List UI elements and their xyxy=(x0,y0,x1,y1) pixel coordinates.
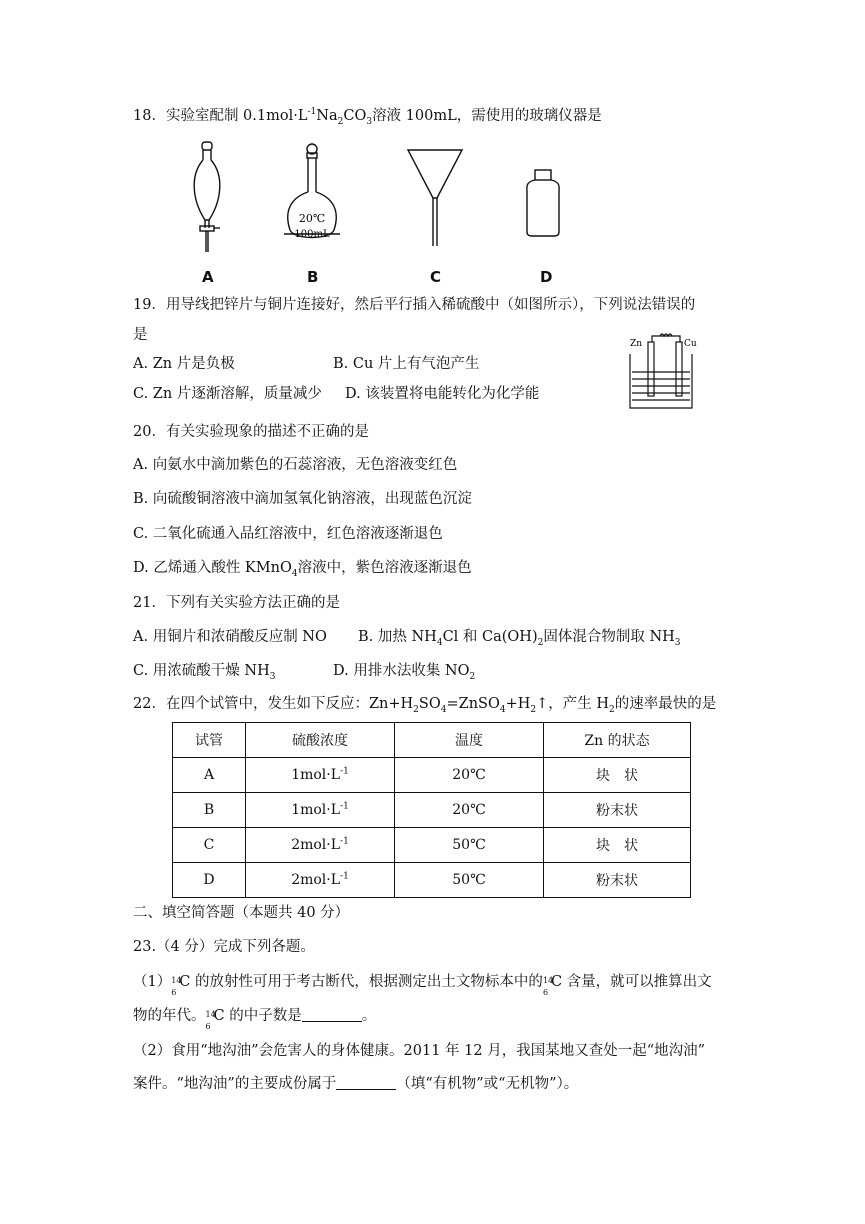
cell-concentration: $2mol\cdot L^{-1}$ xyxy=(246,828,395,863)
carbon-14-isotope: 14 6 xyxy=(542,976,554,997)
q19-option-d: D. 该装置将电能转化为化学能 xyxy=(345,386,540,402)
cu-electrode-label: Cu xyxy=(684,339,697,349)
table-row xyxy=(173,828,691,863)
answer-blank-neutron-count[interactable] xyxy=(302,1007,362,1022)
option-d-label: D xyxy=(540,268,553,286)
cell-concentration: $2mol\cdot L^{-1}$ xyxy=(246,863,395,898)
q23-stem: 23.（4 分）完成下列各题。 xyxy=(133,939,315,955)
cell-temperature: 50℃ xyxy=(395,863,544,898)
q22-stem: 22．在四个试管中，发生如下反应：$Zn+H_2SO_4=ZnSO_4+H_2↑$，产生 $H_2$的速率最快的是 xyxy=(133,696,717,715)
q23-part1-line1: （1） 14 6 C 的放射性可用于考古断代，根据测定出土文物标本中的 14 6 C 含量，就可以推算出文 xyxy=(133,974,712,997)
option-a-label: A xyxy=(202,268,214,286)
funnel-icon xyxy=(408,150,462,246)
cell-zn-state: 粉末状 xyxy=(544,793,691,828)
option-b-label: B xyxy=(307,268,319,286)
cell-zn-state: 块 状 xyxy=(544,758,691,793)
zn-electrode-label: Zn xyxy=(630,339,643,349)
table-row xyxy=(173,758,691,793)
q20-stem: 20．有关实验现象的描述不正确的是 xyxy=(133,424,369,440)
option-c-label: C xyxy=(430,268,442,286)
q21-option-b: B. 加热 $NH_4Cl$ 和 $Ca(OH)_2$固体混合物制取 $NH_3$ xyxy=(358,629,681,648)
q21-stem: 21．下列有关实验方法正确的是 xyxy=(133,595,340,611)
q19-option-c: C. Zn 片逐渐溶解，质量减少 xyxy=(133,386,322,402)
cell-concentration: $1mol\cdot L^{-1}$ xyxy=(246,793,395,828)
q18-apparatus-figure xyxy=(180,140,580,255)
q21-option-c: C. 用浓硫酸干燥 $NH_3$ xyxy=(133,663,276,682)
q21-option-d: D. 用排水法收集 $NO_2$ xyxy=(333,663,476,682)
cell-concentration: $1mol\cdot L^{-1}$ xyxy=(246,758,395,793)
cell-tube: C xyxy=(173,828,246,863)
carbon-14-isotope: 14 6 xyxy=(171,976,182,997)
cell-zn-state: 粉末状 xyxy=(544,863,691,898)
q18-stem: 18．实验室配制 $0.1mol\cdot L^{-1}Na_2CO_3$溶液 100mL，需使用的玻璃仪器是 xyxy=(133,107,602,127)
carbon-14-isotope: 14 6 xyxy=(205,1010,216,1031)
cell-tube: D xyxy=(173,863,246,898)
section-2-title: 二、填空简答题（本题共 40 分） xyxy=(133,905,350,921)
cell-tube: B xyxy=(173,793,246,828)
q19-stem-line2: 是 xyxy=(133,327,148,343)
table-header-row xyxy=(173,723,691,758)
header-zn-state: Zn 的状态 xyxy=(544,723,691,758)
cell-temperature: 50℃ xyxy=(395,828,544,863)
q23-part2-line2: 案件。“地沟油”的主要成份属于 （填“有机物”或“无机物”）。 xyxy=(133,1076,579,1092)
table-row xyxy=(173,793,691,828)
flask-vol-label: 100mL xyxy=(294,229,330,240)
flask-temp-label: 20℃ xyxy=(298,212,326,225)
cell-tube: A xyxy=(173,758,246,793)
table-row xyxy=(173,863,691,898)
cell-temperature: 20℃ xyxy=(395,793,544,828)
q21-option-a: A. 用铜片和浓硝酸反应制 NO xyxy=(133,629,327,645)
header-tube: 试管 xyxy=(173,723,246,758)
q23-part1-line2: 物的年代。 14 6 C 的中子数是 。 xyxy=(133,1008,377,1031)
zn-cu-cell-figure xyxy=(622,332,702,414)
reaction-conditions-table xyxy=(172,722,691,898)
separatory-funnel-icon xyxy=(194,142,220,252)
header-concentration: 硫酸浓度 xyxy=(246,723,395,758)
q19-option-a: A. Zn 片是负极 xyxy=(133,356,235,372)
q19-option-b: B. Cu 片上有气泡产生 xyxy=(333,356,480,372)
q20-option-a: A. 向氨水中滴加紫色的石蕊溶液，无色溶液变红色 xyxy=(133,457,458,473)
q19-stem-line1: 19．用导线把锌片与铜片连接好，然后平行插入稀硫酸中（如图所示），下列说法错误的 xyxy=(133,297,696,313)
q20-option-b: B. 向硫酸铜溶液中滴加氢氧化钠溶液，出现蓝色沉淀 xyxy=(133,491,472,507)
reagent-bottle-icon xyxy=(527,170,559,236)
answer-blank-substance-type[interactable] xyxy=(336,1075,396,1090)
q20-option-c: C. 二氧化硫通入品红溶液中，红色溶液逐渐退色 xyxy=(133,526,443,542)
q20-option-d: D. 乙烯通入酸性 KMnO$_4$溶液中，紫色溶液逐渐退色 xyxy=(133,560,472,579)
header-temperature: 温度 xyxy=(395,723,544,758)
q23-part2-line1: （2）食用“地沟油”会危害人的身体健康。2011 年 12 月，我国某地又查处一起“地沟油” xyxy=(133,1043,706,1059)
cell-temperature: 20℃ xyxy=(395,758,544,793)
cell-zn-state: 块 状 xyxy=(544,828,691,863)
